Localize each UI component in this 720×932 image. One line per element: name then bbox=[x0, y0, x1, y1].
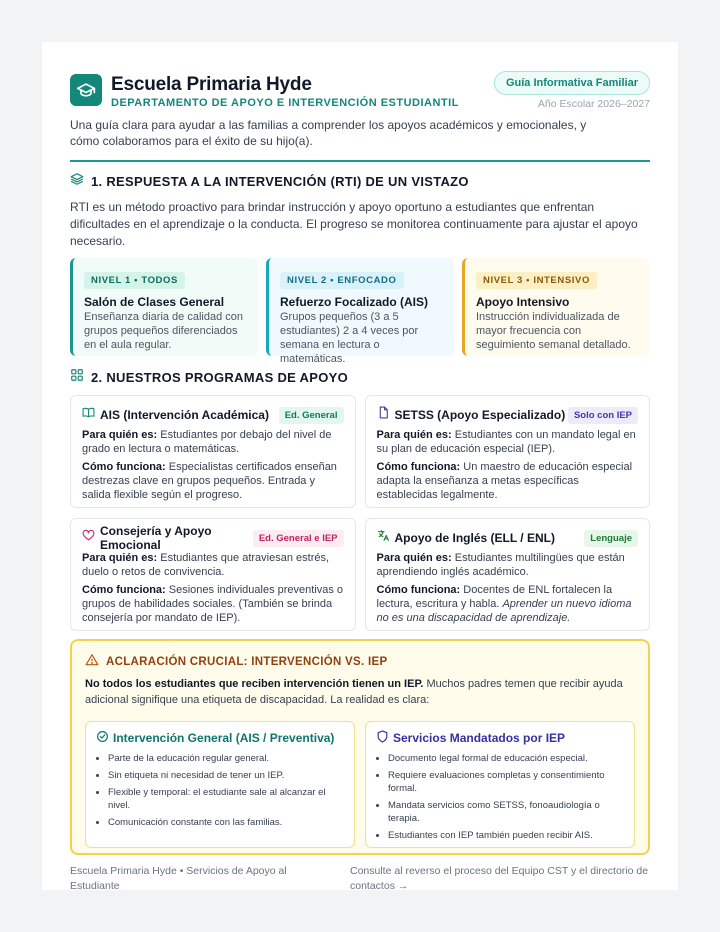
box-title: Intervención General (AIS / Preventiva) bbox=[113, 731, 335, 745]
tier-level: NIVEL 3 • INTENSIVO bbox=[476, 272, 597, 289]
book-icon bbox=[82, 406, 95, 424]
tier-card-1 bbox=[70, 258, 258, 356]
program-audience: Para quién es: Estudiantes con un mandato legal en su plan de educación especial (IEP). bbox=[376, 429, 636, 455]
program-tag: Lenguaje bbox=[584, 530, 638, 547]
heart-icon bbox=[82, 529, 95, 547]
program-card-counseling bbox=[70, 518, 356, 631]
box-title: Servicios Mandatados por IEP bbox=[393, 731, 566, 745]
tier-name: Apoyo Intensivo bbox=[476, 295, 570, 309]
tier-description: Enseñanza diaria de calidad con grupos pequeños diferenciados en el aula regular. bbox=[84, 311, 244, 351]
footer bbox=[70, 864, 650, 894]
program-audience: Para quién es: Estudiantes que atraviesan estrés, duelo o retos de convivencia. bbox=[82, 552, 330, 578]
program-name: AIS (Intervención Académica) bbox=[100, 408, 269, 422]
program-grid bbox=[70, 395, 650, 631]
list-item: • Sin etiqueta ni necesidad de tener un IEP. bbox=[108, 769, 344, 782]
document-icon bbox=[377, 406, 390, 424]
program-method: Cómo funciona: Docentes de ENL fortalecen la lectura, escritura y habla. Aprender un nuevo idioma no es una discapacidad de aprendizaje. bbox=[376, 584, 632, 624]
tier-level: NIVEL 1 • TODOS bbox=[84, 272, 185, 289]
program-card-ais bbox=[70, 395, 356, 508]
list-item: • Parte de la educación regular general. bbox=[108, 752, 344, 765]
tier-name: Refuerzo Focalizado (AIS) bbox=[280, 295, 429, 309]
program-tag: Ed. General bbox=[279, 407, 344, 424]
department-name: DEPARTAMENTO DE APOYO E INTERVENCIÓN ESTUDIANTIL bbox=[111, 97, 459, 109]
section-heading: 2. NUESTROS PROGRAMAS DE APOYO bbox=[91, 370, 348, 385]
program-audience: Para quién es: Estudiantes por debajo del nivel de grado en lectura o matemáticas. bbox=[82, 429, 332, 455]
shield-icon bbox=[376, 730, 389, 746]
program-tag: Solo con IEP bbox=[568, 407, 638, 424]
guide-badge: Guía Informativa Familiar bbox=[494, 71, 650, 95]
school-year: Año Escolar 2026–2027 bbox=[537, 98, 650, 110]
tier-name: Salón de Clases General bbox=[84, 295, 225, 309]
rti-description: RTI es un método proactivo para brindar instrucción y apoyo oportuno a estudiantes que enfrentan dificultades en el aprendizaje o la conducta. El progreso se monitorea continuamente para ajustar el apoyo necesario. bbox=[70, 200, 638, 248]
list-item: • Documento legal formal de educación especial. bbox=[388, 752, 624, 765]
footer-right: Consulte al reverso el proceso del Equipo CST y el directorio de contactos → bbox=[350, 865, 649, 892]
rti-section-title bbox=[70, 172, 650, 191]
header bbox=[70, 74, 650, 114]
callout-lead: No todos los estudiantes que reciben intervención tienen un IEP. Muchos padres temen que recibir ayuda adicional signifique una etiqueta de discapacidad. La realidad es clara: bbox=[85, 678, 623, 706]
program-name: Consejería y Apoyo Emocional bbox=[100, 524, 212, 552]
callout-title: ACLARACIÓN CRUCIAL: INTERVENCIÓN VS. IEP bbox=[106, 655, 388, 668]
program-card-setss bbox=[365, 395, 651, 508]
program-card-english bbox=[365, 518, 651, 631]
tier-card-2 bbox=[266, 258, 454, 365]
programs-section-title bbox=[70, 368, 650, 387]
tier-description: Grupos pequeños (3 a 5 estudiantes) 2 a 4 veces por semana en lectura o matemáticas. bbox=[280, 311, 419, 365]
list-item: • Requiere evaluaciones completas y consentimiento formal. bbox=[388, 769, 624, 795]
list-item: • Estudiantes con IEP también pueden recibir AIS. bbox=[388, 829, 624, 842]
program-method: Cómo funciona: Un maestro de educación especial adapta la enseñanza a metas específicas establecidas legalmente. bbox=[376, 461, 633, 501]
program-tag: Ed. General e IEP bbox=[253, 530, 344, 547]
list-item: • Mandata servicios como SETSS, fonoaudiología o terapia. bbox=[388, 799, 624, 825]
program-audience: Para quién es: Estudiantes multilingües que están aprendiendo inglés académico. bbox=[376, 552, 625, 578]
program-name: Apoyo de Inglés (ELL / ENL) bbox=[394, 531, 555, 545]
translate-icon bbox=[377, 529, 390, 547]
info-sheet bbox=[42, 42, 678, 890]
intro-text: Una guía clara para ayudar a las familias a comprender los apoyos académicos y emocionales, y cómo colaboramos para el éxito de su hijo(a). bbox=[70, 118, 587, 148]
warning-icon bbox=[85, 653, 99, 670]
tier-description: Instrucción individualizada de mayor frecuencia con seguimiento semanal detallado. bbox=[476, 311, 631, 351]
bullet-list bbox=[376, 752, 624, 842]
general-intervention-box bbox=[85, 721, 355, 848]
layers-icon bbox=[70, 172, 84, 191]
footer-left: Escuela Primaria Hyde • Servicios de Apoyo al Estudiante bbox=[70, 865, 287, 892]
tier-level: NIVEL 2 • ENFOCADO bbox=[280, 272, 404, 289]
graduation-cap-icon bbox=[70, 74, 102, 106]
school-name: Escuela Primaria Hyde bbox=[111, 74, 312, 95]
tier-list bbox=[70, 258, 650, 365]
clarification-callout bbox=[70, 639, 650, 855]
list-item: • Comunicación constante con las familias. bbox=[108, 816, 344, 829]
program-name: SETSS (Apoyo Especializado) bbox=[394, 408, 566, 422]
section-heading: 1. RESPUESTA A LA INTERVENCIÓN (RTI) DE UN VISTAZO bbox=[91, 174, 469, 189]
bullet-list bbox=[96, 752, 344, 829]
comparison bbox=[85, 721, 635, 848]
divider bbox=[70, 160, 650, 162]
check-circle-icon bbox=[96, 730, 109, 746]
list-item: • Flexible y temporal: el estudiante sale al alcanzar el nivel. bbox=[108, 786, 344, 812]
program-method: Cómo funciona: Especialistas certificados enseñan destrezas clave en grupos pequeños. Entrada y salida flexible según el progreso. bbox=[82, 461, 337, 501]
program-method: Cómo funciona: Sesiones individuales preventivas o grupos de habilidades sociales. (También se brinda consejería por mandato de IEP). bbox=[82, 584, 344, 624]
grid-icon bbox=[70, 368, 84, 387]
iep-services-box bbox=[365, 721, 635, 848]
tier-card-3 bbox=[462, 258, 650, 356]
